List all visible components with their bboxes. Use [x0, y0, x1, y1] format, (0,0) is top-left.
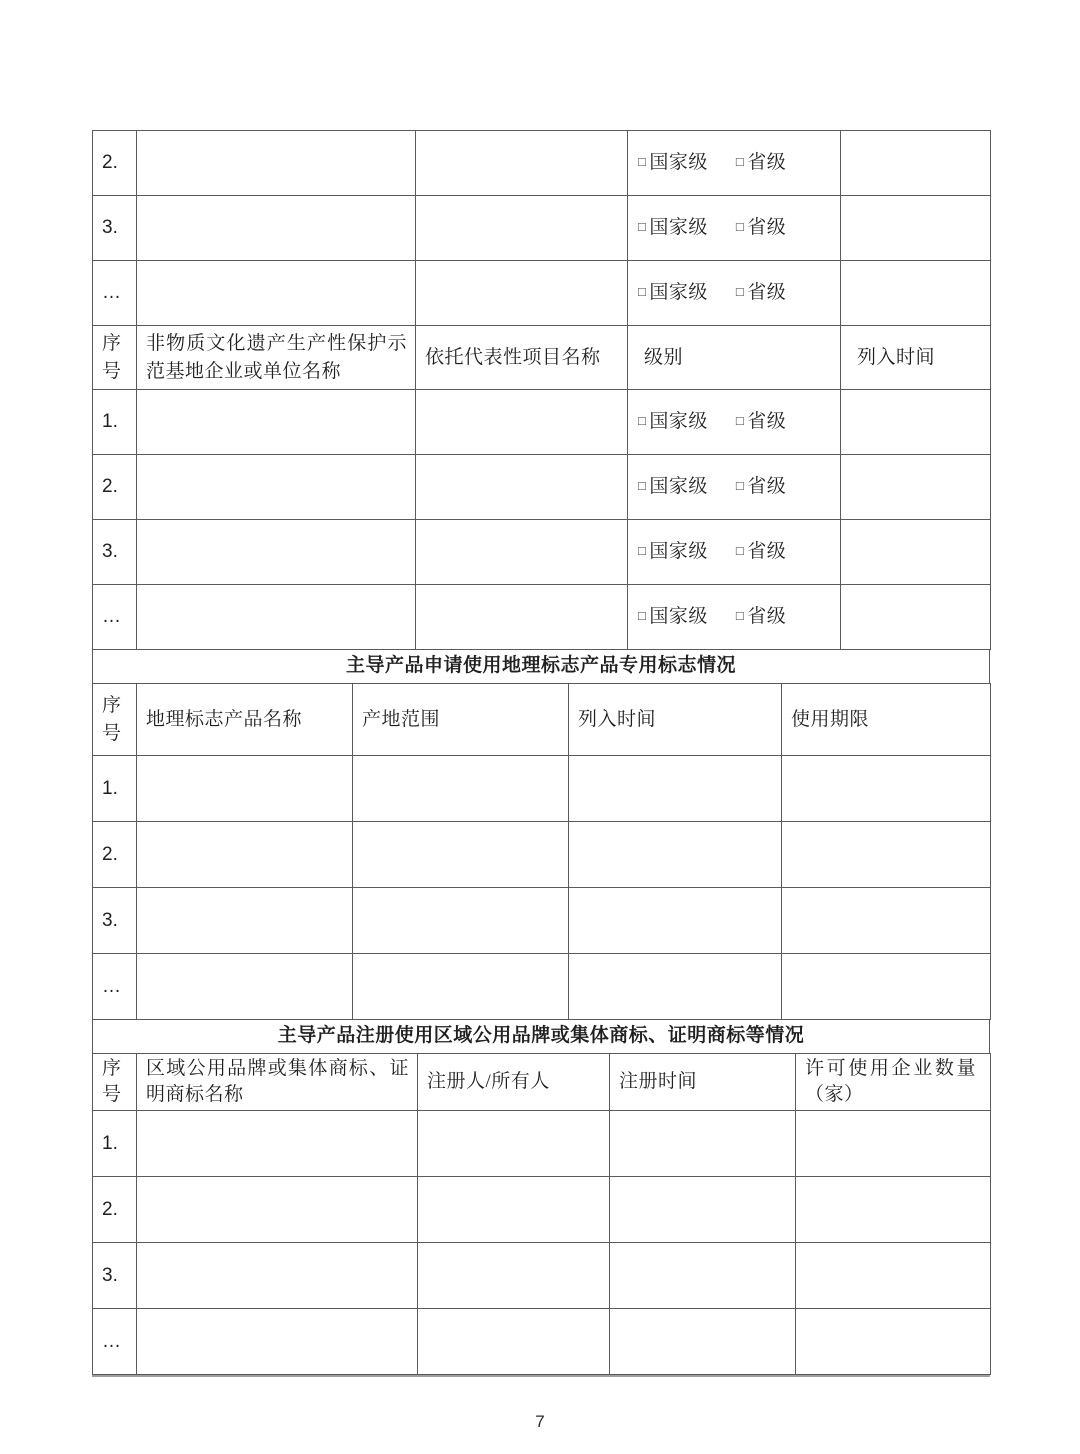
- empty-field-cell: [416, 585, 628, 650]
- level-option-label: 国家级: [649, 605, 708, 627]
- checkbox-icon: □: [638, 542, 647, 558]
- header-cell: 非物质文化遗产生产性保护示范基地企业或单位名称: [137, 326, 416, 390]
- checkbox-icon: □: [638, 218, 647, 234]
- empty-field-cell: [137, 390, 416, 455]
- empty-field-cell: [569, 888, 782, 954]
- level-options-cell: [628, 196, 841, 261]
- empty-field-cell: [796, 1177, 991, 1243]
- level-option-label: 省级: [747, 281, 787, 303]
- level-option-label: 省级: [747, 605, 787, 627]
- level-option-provincial: [736, 279, 786, 308]
- table-row: [93, 954, 991, 1020]
- empty-field-cell: [137, 888, 353, 954]
- empty-field-cell: [416, 196, 628, 261]
- checkbox-icon: □: [638, 153, 647, 169]
- empty-field-cell: [796, 1111, 991, 1177]
- empty-field-cell: [137, 261, 416, 326]
- checkbox-icon: □: [638, 283, 647, 299]
- level-option-label: 省级: [747, 151, 787, 173]
- empty-field-cell: [137, 1243, 418, 1309]
- header-cell: 注册时间: [610, 1054, 796, 1111]
- level-option-label: 省级: [747, 410, 787, 432]
- row-number-cell: 3.: [93, 520, 137, 585]
- row-number-cell: 1.: [93, 1111, 137, 1177]
- table-row: [93, 520, 991, 585]
- empty-field-cell: [137, 520, 416, 585]
- geo-indication-table: [92, 683, 991, 1020]
- empty-field-cell: [782, 954, 991, 1020]
- header-row: [93, 326, 991, 390]
- level-option-provincial: [736, 214, 786, 243]
- empty-field-cell: [610, 1309, 796, 1375]
- empty-field-cell: [418, 1177, 610, 1243]
- empty-field-cell: [841, 390, 991, 455]
- table-row: [93, 888, 991, 954]
- header-row: [93, 684, 991, 756]
- empty-field-cell: [796, 1243, 991, 1309]
- application-form-table: [92, 130, 990, 1377]
- level-option-national: [638, 279, 708, 308]
- empty-field-cell: [353, 954, 569, 1020]
- row-number-cell: …: [93, 954, 137, 1020]
- header-cell: 许可使用企业数量（家）: [796, 1054, 991, 1111]
- level-option-provincial: [736, 149, 786, 178]
- empty-field-cell: [418, 1309, 610, 1375]
- section-title-geo-indication: 主导产品申请使用地理标志产品专用标志情况: [92, 649, 990, 684]
- empty-field-cell: [353, 756, 569, 822]
- checkbox-icon: □: [735, 153, 745, 169]
- checkbox-icon: □: [735, 283, 745, 299]
- empty-field-cell: [782, 822, 991, 888]
- table-row: [93, 1309, 991, 1375]
- header-cell: 区域公用品牌或集体商标、证明商标名称: [137, 1054, 418, 1111]
- table-row: [93, 261, 991, 326]
- table-row: [93, 455, 991, 520]
- empty-field-cell: [418, 1243, 610, 1309]
- level-options-cell: [628, 131, 841, 196]
- row-number-cell: 1.: [93, 756, 137, 822]
- row-number-cell: 2.: [93, 131, 137, 196]
- empty-field-cell: [137, 131, 416, 196]
- level-option-national: [638, 603, 708, 632]
- header-cell: 地理标志产品名称: [137, 684, 353, 756]
- level-options-cell: [628, 585, 841, 650]
- header-cell: 序号: [93, 684, 137, 756]
- header-cell: 列入时间: [841, 326, 991, 390]
- level-option-provincial: [736, 538, 786, 567]
- level-option-label: 省级: [747, 475, 787, 497]
- header-cell: 使用期限: [782, 684, 991, 756]
- row-number-cell: 3.: [93, 196, 137, 261]
- empty-field-cell: [137, 954, 353, 1020]
- table-row: [93, 585, 991, 650]
- level-option-label: 国家级: [649, 216, 708, 238]
- level-option-label: 国家级: [649, 540, 708, 562]
- level-option-label: 国家级: [649, 281, 708, 303]
- empty-field-cell: [137, 1309, 418, 1375]
- header-cell: 列入时间: [569, 684, 782, 756]
- empty-field-cell: [416, 455, 628, 520]
- level-options-cell: [628, 390, 841, 455]
- checkbox-icon: □: [735, 542, 745, 558]
- empty-field-cell: [841, 520, 991, 585]
- table-row: [93, 131, 991, 196]
- level-option-label: 国家级: [649, 475, 708, 497]
- level-option-label: 国家级: [649, 151, 708, 173]
- row-number-cell: 2.: [93, 455, 137, 520]
- header-cell: 依托代表性项目名称: [416, 326, 628, 390]
- level-option-provincial: [736, 473, 786, 502]
- level-option-provincial: [736, 408, 786, 437]
- row-number-cell: …: [93, 585, 137, 650]
- level-options-cell: [628, 261, 841, 326]
- checkbox-icon: □: [638, 412, 647, 428]
- empty-field-cell: [841, 261, 991, 326]
- level-option-label: 省级: [747, 540, 787, 562]
- empty-field-cell: [610, 1111, 796, 1177]
- table-row: [93, 1243, 991, 1309]
- table-row: [93, 756, 991, 822]
- empty-field-cell: [137, 1177, 418, 1243]
- empty-field-cell: [418, 1111, 610, 1177]
- empty-field-cell: [610, 1243, 796, 1309]
- empty-field-cell: [841, 455, 991, 520]
- empty-field-cell: [353, 822, 569, 888]
- row-number-cell: …: [93, 1309, 137, 1375]
- regional-brand-table: [92, 1053, 991, 1375]
- checkbox-icon: □: [735, 218, 745, 234]
- level-options-cell: [628, 455, 841, 520]
- header-cell: 序号: [93, 326, 137, 390]
- level-option-label: 省级: [747, 216, 787, 238]
- level-option-national: [638, 149, 708, 178]
- empty-field-cell: [137, 196, 416, 261]
- empty-field-cell: [416, 261, 628, 326]
- empty-field-cell: [137, 455, 416, 520]
- level-option-label: 国家级: [649, 410, 708, 432]
- empty-field-cell: [353, 888, 569, 954]
- empty-field-cell: [841, 196, 991, 261]
- empty-field-cell: [841, 131, 991, 196]
- table-row: [93, 390, 991, 455]
- table-row: [93, 1111, 991, 1177]
- level-option-national: [638, 473, 708, 502]
- header-cell: 级别: [628, 326, 841, 390]
- level-option-national: [638, 408, 708, 437]
- header-cell: 注册人/所有人: [418, 1054, 610, 1111]
- header-row: [93, 1054, 991, 1111]
- row-number-cell: …: [93, 261, 137, 326]
- empty-field-cell: [416, 131, 628, 196]
- heritage-base-table: [92, 130, 991, 650]
- empty-field-cell: [782, 888, 991, 954]
- empty-field-cell: [610, 1177, 796, 1243]
- empty-field-cell: [137, 1111, 418, 1177]
- checkbox-icon: □: [735, 607, 745, 623]
- empty-field-cell: [137, 585, 416, 650]
- section-title-regional-brand: 主导产品注册使用区域公用品牌或集体商标、证明商标等情况: [92, 1019, 990, 1054]
- table-row: [93, 196, 991, 261]
- row-number-cell: 3.: [93, 888, 137, 954]
- table-row: [93, 822, 991, 888]
- page-number: 7: [535, 1412, 545, 1431]
- row-number-cell: 3.: [93, 1243, 137, 1309]
- empty-field-cell: [796, 1309, 991, 1375]
- row-number-cell: 2.: [93, 1177, 137, 1243]
- checkbox-icon: □: [735, 477, 745, 493]
- level-options-cell: [628, 520, 841, 585]
- level-option-national: [638, 214, 708, 243]
- empty-field-cell: [782, 756, 991, 822]
- empty-field-cell: [416, 520, 628, 585]
- empty-field-cell: [137, 756, 353, 822]
- empty-field-cell: [569, 756, 782, 822]
- checkbox-icon: □: [638, 477, 647, 493]
- level-option-provincial: [736, 603, 786, 632]
- level-option-national: [638, 538, 708, 567]
- empty-field-cell: [416, 390, 628, 455]
- header-cell: 序号: [93, 1054, 137, 1111]
- header-cell: 产地范围: [353, 684, 569, 756]
- checkbox-icon: □: [638, 607, 647, 623]
- empty-field-cell: [137, 822, 353, 888]
- row-number-cell: 1.: [93, 390, 137, 455]
- empty-field-cell: [569, 822, 782, 888]
- table-row: [93, 1177, 991, 1243]
- row-number-cell: 2.: [93, 822, 137, 888]
- checkbox-icon: □: [735, 412, 745, 428]
- empty-field-cell: [569, 954, 782, 1020]
- empty-field-cell: [841, 585, 991, 650]
